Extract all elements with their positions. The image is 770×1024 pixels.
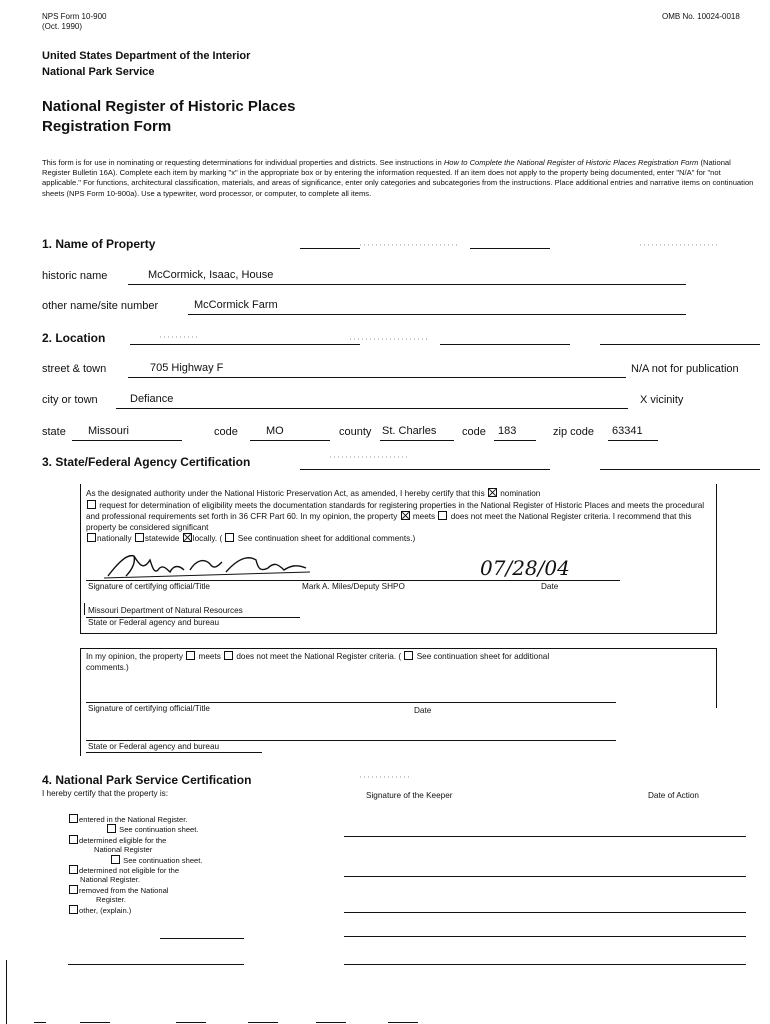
statewide-checkbox[interactable]	[135, 533, 144, 542]
opinion-meets-checkbox[interactable]	[186, 651, 195, 660]
not-eligible-checkbox[interactable]	[69, 865, 78, 874]
signature2-label: Signature of certifying official/Title	[88, 704, 210, 713]
signature-label: Signature of certifying official/Title	[88, 582, 210, 591]
section4-intro: I hereby certify that the property is:	[42, 789, 169, 798]
title-line2: Registration Form	[42, 118, 172, 135]
county-code-value[interactable]: 183	[498, 425, 517, 437]
department: United States Department of the Interior	[42, 50, 251, 62]
certification-statement: As the designated authority under the National Historic Preservation Act, as amended, I hereby certify that this nomination request for determination of eligibility meets the documentation standards for registering properties in the National Register of Historic Places and meets the procedural and professional requirements set forth in 36 CFR Part 60. In my opinion, the property meets does not meet the National Register criteria. I recommend that this property be considered significant nationally statewide locally. ( See continuation sheet for additional comments.)	[86, 489, 705, 544]
does-not-meet-checkbox[interactable]	[438, 511, 447, 520]
nps-options: entered in the National Register. See continuation sheet. determined eligible for the National Register See continuation sheet. determined not eligible for the National Register. removed from the National Register. other, (explain.)	[68, 814, 203, 915]
entered-continuation-checkbox[interactable]	[107, 824, 116, 833]
entered-checkbox[interactable]	[69, 814, 78, 823]
nationally-checkbox[interactable]	[87, 533, 96, 542]
meets-checkbox[interactable]	[401, 511, 410, 520]
title-line1: National Register of Historic Places	[42, 98, 296, 115]
historic-name-value[interactable]: McCormick, Isaac, House	[148, 269, 274, 281]
street-value[interactable]: 705 Highway F	[150, 362, 224, 374]
eligible-checkbox[interactable]	[69, 835, 78, 844]
section3-heading: 3. State/Federal Agency Certification	[42, 455, 251, 469]
see-continuation-checkbox[interactable]	[225, 533, 234, 542]
determination-checkbox[interactable]	[87, 500, 96, 509]
state-label: state	[42, 426, 66, 438]
form-number: NPS Form 10-900	[42, 12, 107, 21]
other-name-value[interactable]: McCormick Farm	[194, 299, 278, 311]
state-code-label: code	[214, 426, 238, 438]
state-value[interactable]: Missouri	[88, 425, 129, 437]
agency-label: State or Federal agency and bureau	[88, 618, 220, 627]
other-checkbox[interactable]	[69, 905, 78, 914]
eligible-continuation-checkbox[interactable]	[111, 855, 120, 864]
service: National Park Service	[42, 66, 155, 78]
nomination-checkbox[interactable]	[488, 488, 497, 497]
keeper-label: Signature of the Keeper	[366, 791, 453, 800]
omb-number: OMB No. 10024-0018	[662, 12, 740, 21]
zip-label: zip code	[553, 426, 594, 438]
historic-name-label: historic name	[42, 270, 108, 282]
signature-date-label: Date	[541, 582, 559, 591]
city-label: city or town	[42, 394, 98, 406]
locally-checkbox[interactable]	[183, 533, 192, 542]
county-label: county	[339, 426, 372, 438]
opinion-statement: In my opinion, the property meets does not meet the National Register criteria. ( See continuation sheet for additional comments.)	[86, 652, 550, 672]
signature-name: Mark A. Miles/Deputy SHPO	[302, 582, 405, 591]
county-code-label: code	[462, 426, 486, 438]
opinion-not-meet-checkbox[interactable]	[224, 651, 233, 660]
county-value[interactable]: St. Charles	[382, 425, 437, 437]
street-label: street & town	[42, 363, 107, 375]
agency-value[interactable]: Missouri Department of Natural Resources	[88, 606, 243, 615]
date-of-action-label: Date of Action	[648, 791, 699, 800]
section1-heading: 1. Name of Property	[42, 237, 156, 251]
section2-heading: 2. Location	[42, 331, 106, 345]
vicinity: X vicinity	[640, 394, 684, 406]
zip-value[interactable]: 63341	[612, 425, 643, 437]
signature-date: 07/28/04	[480, 556, 570, 580]
other-name-label: other name/site number	[42, 300, 159, 312]
city-value[interactable]: Defiance	[130, 393, 174, 405]
instructions: This form is for use in nominating or requesting determinations for individual properties and districts. See instructions in How to Complete the National Register of Historic Places Registration Form (National Register Bulletin 16A). Complete each item by marking "x" in the appropriate box or by entering the information requested. If an item does not apply to the property being documented, enter "N/A" for "not applicable." For functions, architectural classification, materials, and areas of significance, enter only categories and subcategories from the instructions. Place additional entries and narrative items on continuation sheets (NPS Form 10-900a). Use a typewriter, word processor, or computer, to complete all items.	[42, 158, 754, 198]
form-date: (Oct. 1990)	[42, 22, 83, 31]
state-code-value[interactable]: MO	[266, 425, 284, 437]
removed-checkbox[interactable]	[69, 885, 78, 894]
not-for-publication: N/A not for publication	[631, 363, 739, 375]
section4-heading: 4. National Park Service Certification	[42, 773, 252, 787]
date2-label: Date	[414, 706, 432, 715]
agency2-label: State or Federal agency and bureau	[88, 742, 220, 751]
opinion-continuation-checkbox[interactable]	[404, 651, 413, 660]
handwritten-signature	[100, 550, 340, 582]
